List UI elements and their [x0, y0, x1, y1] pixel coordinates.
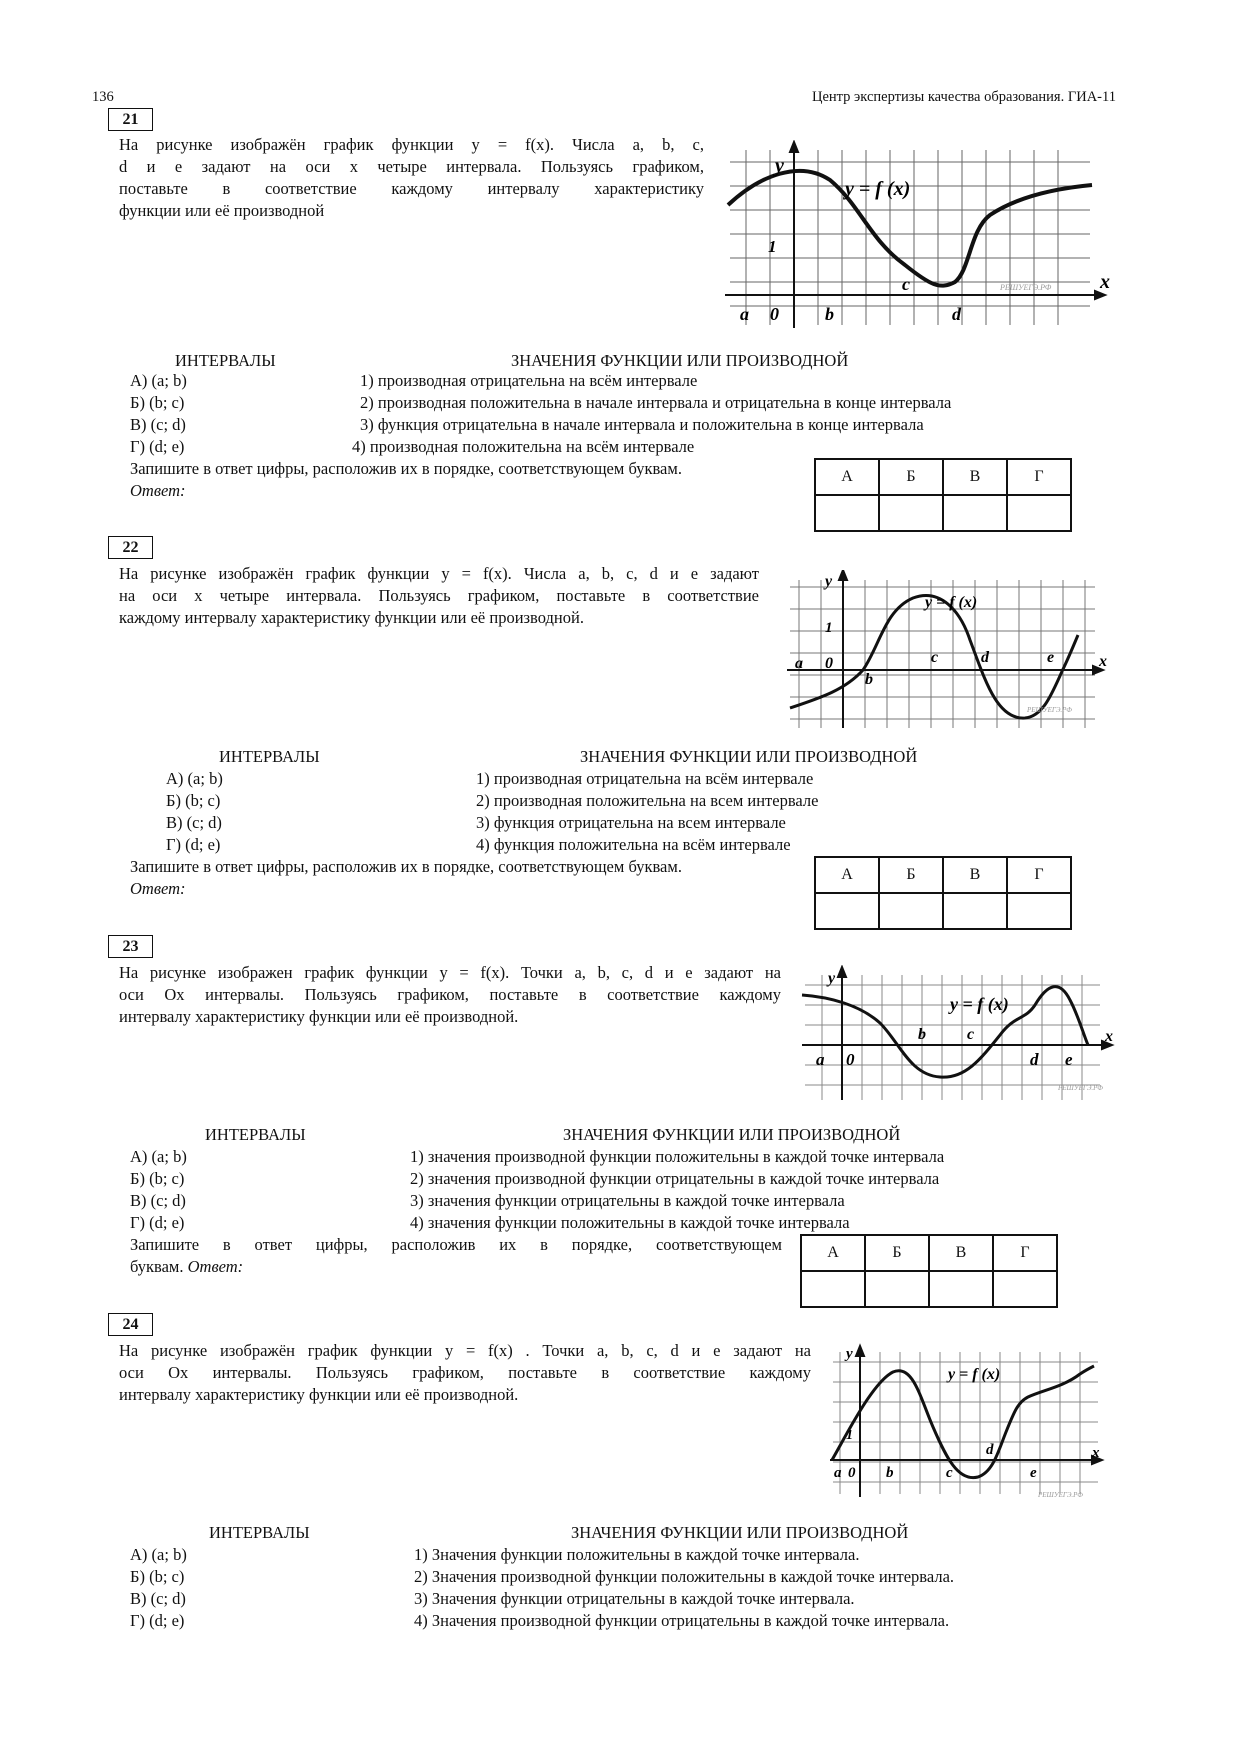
page-header: Центр экспертизы качества образования. ГИА-11: [812, 89, 1116, 105]
interval-item: Б) (b; c): [166, 791, 221, 810]
task-text: На рисунке изображён график функции y = f(x) . Точки a, b, c, d и e задают на оси Ox интервалы. Пользуясь графиком, поставьте в соответствие каждому интервалу характеристику функции или её производной.: [119, 1341, 811, 1404]
answer-label: Ответ:: [130, 481, 186, 500]
interval-item: Г) (d; e): [130, 1213, 185, 1232]
answer-label: Ответ:: [130, 879, 186, 898]
svg-text:x: x: [1105, 1028, 1113, 1045]
function-graph: [720, 140, 1115, 330]
write-answer-instruction: Запишите в ответ цифры, расположив их в порядке, соответствующем буквам.: [130, 857, 682, 876]
interval-item: А) (a; b): [166, 769, 223, 788]
answer-cell[interactable]: [865, 1271, 929, 1307]
value-item: 2) производная положительна на всем интервале: [476, 791, 819, 810]
value-item: 2) производная положительна в начале интервала и отрицательна в конце интервала: [360, 393, 952, 412]
svg-text:1: 1: [825, 620, 833, 636]
value-item: 1) Значения функции положительны в каждой точке интервала.: [414, 1545, 860, 1564]
svg-text:0: 0: [846, 1050, 855, 1069]
answer-table: А Б В Г: [814, 856, 1072, 930]
answer-cell[interactable]: [815, 893, 879, 929]
function-graph: [800, 965, 1120, 1105]
task-number: 22: [108, 536, 153, 559]
task-number: 24: [108, 1313, 153, 1336]
task-text: На рисунке изображён график функции y = f(x). Числа a, b, c, d и e задают на оси x четыре интервала. Пользуясь графиком, поставьте в соответствие каждому интервалу характеристику функции или её производной.: [119, 564, 759, 627]
answer-cell[interactable]: [929, 1271, 993, 1307]
svg-text:y = f (x): y = f (x): [948, 1366, 1001, 1383]
interval-item: В) (c; d): [130, 1191, 186, 1210]
svg-text:e: e: [1047, 649, 1055, 666]
answer-cell[interactable]: [1007, 893, 1071, 929]
svg-text:c: c: [967, 1026, 975, 1043]
svg-text:y: y: [828, 970, 836, 987]
interval-item: А) (a; b): [130, 1147, 187, 1166]
svg-text:d: d: [986, 1442, 994, 1458]
answer-cell[interactable]: [1007, 495, 1071, 531]
axis-y-label: y: [775, 155, 784, 177]
interval-item: В) (c; d): [130, 1589, 186, 1608]
intervals-heading: ИНТЕРВАЛЫ: [219, 747, 320, 766]
answer-cell[interactable]: [993, 1271, 1057, 1307]
svg-text:c: c: [931, 649, 939, 666]
values-heading: ЗНАЧЕНИЯ ФУНКЦИИ ИЛИ ПРОИЗВОДНОЙ: [580, 747, 918, 766]
value-item: 2) значения производной функции отрицательны в каждой точке интервала: [410, 1169, 940, 1188]
write-answer-instruction: Запишите в ответ цифры, расположив их в порядке, соответствующем буквам. Ответ:: [130, 1235, 782, 1276]
value-item: 1) значения производной функции положительны в каждой точке интервала: [410, 1147, 945, 1166]
svg-text:b: b: [886, 1465, 894, 1481]
svg-text:y = f (x): y = f (x): [950, 994, 1009, 1014]
svg-text:0: 0: [825, 655, 833, 672]
svg-text:РЕШУЕГЭ.РФ: РЕШУЕГЭ.РФ: [1058, 1084, 1103, 1092]
value-item: 3) Значения функции отрицательны в каждой точке интервала.: [414, 1589, 855, 1608]
interval-item: В) (c; d): [130, 415, 186, 434]
value-item: 2) Значения производной функции положительны в каждой точке интервала.: [414, 1567, 955, 1586]
values-heading: ЗНАЧЕНИЯ ФУНКЦИИ ИЛИ ПРОИЗВОДНОЙ: [511, 351, 849, 370]
values-heading: ЗНАЧЕНИЯ ФУНКЦИИ ИЛИ ПРОИЗВОДНОЙ: [571, 1523, 909, 1542]
function-graph: [785, 570, 1115, 730]
interval-item: Г) (d; e): [130, 1611, 185, 1630]
svg-text:c: c: [902, 274, 910, 294]
value-item: 3) значения функции отрицательны в каждой точке интервала: [410, 1191, 845, 1210]
answer-label: Ответ:: [187, 1257, 244, 1276]
intervals-heading: ИНТЕРВАЛЫ: [175, 351, 276, 370]
write-answer-instruction: Запишите в ответ цифры, расположив их в порядке, соответствующем буквам.: [130, 459, 682, 478]
task-text: На рисунке изображен график функции y = f(x). Точки a, b, c, d и e задают на оси Ox интервалы. Пользуясь графиком, поставьте в соответствие каждому интервалу характеристику функции или её производной.: [119, 963, 781, 1026]
svg-text:РЕШУЕГЭ.РФ: РЕШУЕГЭ.РФ: [1038, 1491, 1083, 1499]
svg-text:b: b: [825, 304, 834, 324]
svg-text:a: a: [834, 1465, 842, 1481]
svg-text:a: a: [816, 1050, 825, 1069]
interval-item: А) (a; b): [130, 371, 187, 390]
value-item: 1) производная отрицательна на всём интервале: [476, 769, 814, 788]
answer-table: А Б В Г: [800, 1234, 1058, 1308]
axis-x-label: x: [1100, 271, 1110, 293]
answer-cell[interactable]: [815, 495, 879, 531]
answer-cell[interactable]: [943, 495, 1007, 531]
svg-text:b: b: [918, 1026, 926, 1043]
svg-text:x: x: [1099, 653, 1107, 670]
svg-text:1: 1: [846, 1428, 853, 1443]
svg-text:y = f (x): y = f (x): [925, 594, 978, 611]
graph-label: y = f (x): [845, 178, 911, 200]
interval-item: В) (c; d): [166, 813, 222, 832]
svg-text:0: 0: [848, 1465, 856, 1481]
value-item: 4) производная положительна на всём интервале: [352, 437, 695, 456]
interval-item: А) (a; b): [130, 1545, 187, 1564]
task-number: 21: [108, 108, 153, 131]
svg-text:y: y: [825, 573, 833, 590]
task-text: На рисунке изображён график функции y = f(x). Числа a, b, c, d и e задают на оси x четыре интервала. Пользуясь графиком, поставьте в соответствие каждому интервалу характеристику функции или её производной: [119, 135, 704, 220]
watermark: РЕШУЕГЭ.РФ: [1000, 283, 1052, 292]
svg-text:a: a: [740, 304, 749, 324]
interval-item: Б) (b; c): [130, 1567, 185, 1586]
svg-text:b: b: [865, 671, 873, 688]
interval-item: Б) (b; c): [130, 393, 185, 412]
svg-text:d: d: [1030, 1050, 1039, 1069]
intervals-heading: ИНТЕРВАЛЫ: [205, 1125, 306, 1144]
answer-table: А Б В Г: [814, 458, 1072, 532]
task-number: 23: [108, 935, 153, 958]
svg-text:e: e: [1065, 1050, 1073, 1069]
answer-cell[interactable]: [801, 1271, 865, 1307]
answer-cell[interactable]: [943, 893, 1007, 929]
svg-text:d: d: [981, 649, 989, 666]
svg-text:x: x: [1092, 1445, 1100, 1461]
svg-text:0: 0: [770, 304, 779, 324]
answer-cell[interactable]: [879, 495, 943, 531]
function-graph: [828, 1342, 1110, 1502]
value-item: 4) значения функции положительны в каждой точке интервала: [410, 1213, 850, 1232]
one-label: 1: [768, 237, 777, 256]
interval-item: Г) (d; e): [166, 835, 221, 854]
svg-text:y: y: [846, 1346, 853, 1362]
svg-text:d: d: [952, 304, 961, 324]
value-item: 4) функция положительна на всём интервале: [476, 835, 791, 854]
svg-text:c: c: [946, 1465, 953, 1481]
interval-item: Г) (d; e): [130, 437, 185, 456]
answer-cell[interactable]: [879, 893, 943, 929]
value-item: 3) функция отрицательна на всем интервале: [476, 813, 786, 832]
value-item: 3) функция отрицательна в начале интервала и положительна в конце интервала: [360, 415, 924, 434]
svg-text:РЕШУЕГЭ.РФ: РЕШУЕГЭ.РФ: [1027, 706, 1072, 714]
value-item: 4) Значения производной функции отрицательны в каждой точке интервала.: [414, 1611, 950, 1630]
svg-text:e: e: [1030, 1465, 1037, 1481]
value-item: 1) производная отрицательна на всём интервале: [360, 371, 698, 390]
interval-item: Б) (b; c): [130, 1169, 185, 1188]
values-heading: ЗНАЧЕНИЯ ФУНКЦИИ ИЛИ ПРОИЗВОДНОЙ: [563, 1125, 901, 1144]
page-number: 136: [92, 89, 114, 105]
intervals-heading: ИНТЕРВАЛЫ: [209, 1523, 310, 1542]
svg-text:a: a: [795, 655, 803, 672]
